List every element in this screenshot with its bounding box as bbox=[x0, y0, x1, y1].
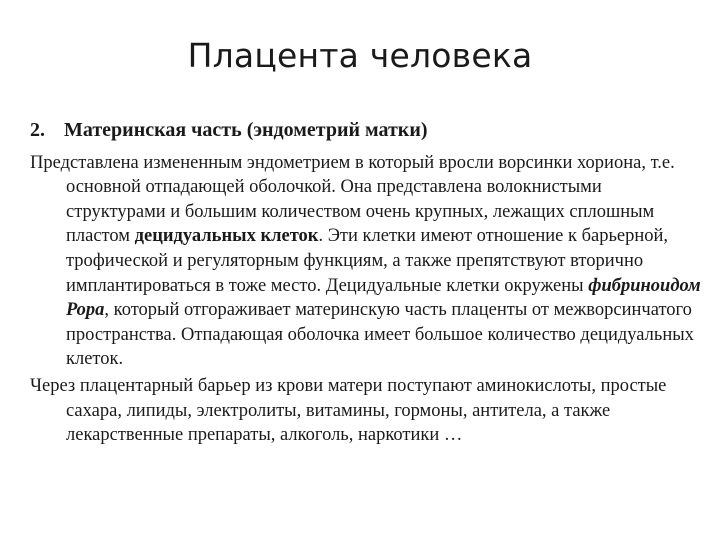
subheading bbox=[30, 118, 706, 143]
slide-title: Плацента человека bbox=[187, 36, 533, 75]
subheading-number: 2. bbox=[30, 119, 45, 141]
paragraph2-text: Через плацентарный барьер из крови матери поступают аминокислоты, простые сахара, липиды, электролиты, витамины, гормоны, антитела, а также лекарственные препараты, алкоголь, наркотики … bbox=[30, 375, 667, 446]
paragraph-placental-barrier bbox=[30, 374, 706, 448]
paragraph1-text-2: . Эти клетки имеют отношение к барьерной, трофической и регуляторным функциям, а также препятствуют вторично имплантироваться в тоже место. Децидуальные клетки окружены bbox=[66, 226, 669, 296]
paragraph1-text-3: , который отгораживает материнскую часть плаценты от межворсинчатого пространства. Отпадающая оболочка имеет большое количество децидуальных клеток. bbox=[66, 300, 694, 370]
slide-body bbox=[30, 118, 706, 448]
subheading-text: Материнская часть (эндометрий матки) bbox=[64, 119, 428, 141]
rohr-fibrinoid-term: фибриноидом Рора bbox=[66, 275, 701, 321]
decidual-cells-term: децидуальных клеток bbox=[134, 226, 319, 247]
paragraph1-text-1: Представлена измененным эндометрием в который вросли ворсинки хориона, т.е. основной отпадающей оболочкой. Она представлена волокнистыми структурами и большим количеством очень крупных, лежащих сплошным пластом bbox=[30, 152, 675, 247]
paragraph-placenta-maternal bbox=[30, 151, 706, 372]
